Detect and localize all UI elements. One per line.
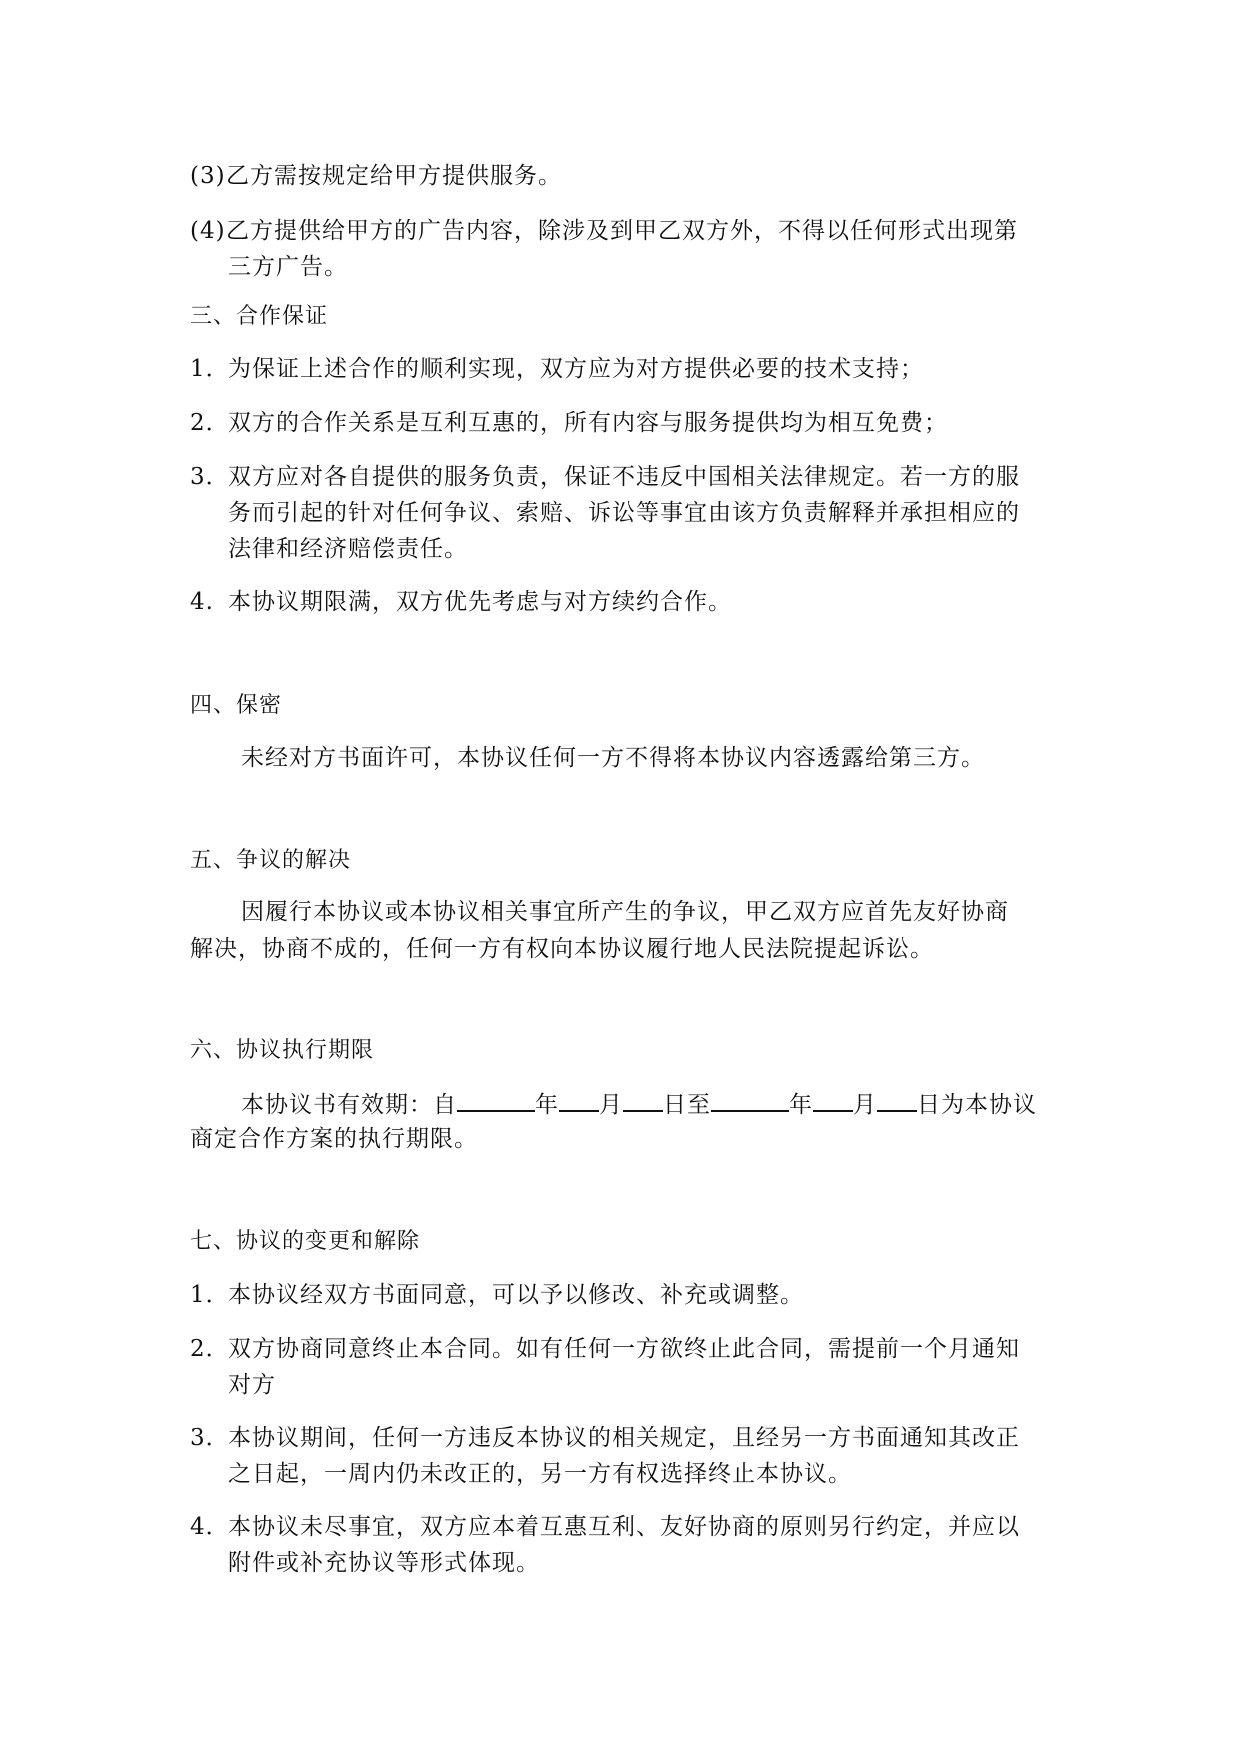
list-item-cont: 务而引起的针对任何争议、索赔、诉讼等事宜由该方负责解释并承担相应的	[228, 500, 1020, 526]
section-body-cont: 商定合作方案的执行期限。	[190, 1126, 478, 1152]
item-number: 4.	[190, 589, 214, 615]
start-month-blank[interactable]	[559, 1086, 599, 1112]
list-item-cont: 法律和经济赔偿责任。	[228, 536, 468, 562]
validity-prefix: 本协议书有效期：自	[241, 1092, 457, 1118]
item-text: 本协议期限满，双方优先考虑与对方续约合作。	[228, 589, 732, 615]
section-heading: 六、协议执行期限	[190, 1038, 375, 1063]
day-to-label: 日至	[663, 1092, 711, 1118]
item-text: 双方协商同意终止本合同。如有任何一方欲终止此合同，需提前一个月通知	[228, 1336, 1020, 1362]
item-text: 双方的合作关系是互利互惠的，所有内容与服务提供均为相互免费；	[228, 410, 948, 436]
list-item	[190, 406, 948, 440]
end-day-blank[interactable]	[877, 1086, 917, 1112]
month-label: 月	[853, 1092, 877, 1118]
start-day-blank[interactable]	[623, 1086, 663, 1112]
section-body-cont: 解决，协商不成的，任何一方有权向本协议履行地人民法院提起诉讼。	[190, 936, 934, 962]
item-text: 本协议经双方书面同意，可以予以修改、补充或调整。	[228, 1282, 804, 1308]
item-number: (3)	[190, 163, 226, 189]
year-label: 年	[535, 1092, 559, 1118]
list-item-cont: 对方	[228, 1372, 276, 1398]
month-label: 月	[599, 1092, 623, 1118]
end-month-blank[interactable]	[813, 1086, 853, 1112]
start-year-blank[interactable]	[457, 1086, 535, 1112]
list-item	[190, 1278, 804, 1312]
end-year-blank[interactable]	[711, 1086, 789, 1112]
list-item-cont: 附件或补充协议等形式体现。	[228, 1550, 540, 1576]
validity-period-line	[241, 1086, 1037, 1122]
section-heading: 七、协议的变更和解除	[190, 1229, 421, 1254]
item-text: 乙方提供给甲方的广告内容，除涉及到甲乙双方外，不得以任何形式出现第	[226, 218, 1018, 244]
list-item	[190, 352, 924, 386]
item-number: (4)	[190, 218, 226, 244]
item-number: 2．	[190, 1336, 230, 1362]
item-text: 本协议期间，任何一方违反本协议的相关规定，且经另一方书面通知其改正	[228, 1425, 1020, 1451]
year-label: 年	[789, 1092, 813, 1118]
list-item-cont: 之日起，一周内仍未改正的，另一方有权选择终止本协议。	[228, 1461, 852, 1487]
clause-item-4-cont: 三方广告。	[228, 254, 348, 280]
section-heading: 三、合作保证	[190, 304, 329, 329]
item-number: 3．	[190, 464, 230, 490]
item-text: 为保证上述合作的顺利实现，双方应为对方提供必要的技术支持；	[228, 356, 924, 382]
item-number: 2．	[190, 410, 230, 436]
section-body: 未经对方书面许可，本协议任何一方不得将本协议内容透露给第三方。	[241, 745, 985, 771]
clause-item-3	[190, 159, 562, 193]
section-heading: 五、争议的解决	[190, 848, 352, 873]
list-item	[190, 1510, 1020, 1544]
item-number: 1．	[190, 1282, 230, 1308]
section-body: 因履行本协议或本协议相关事宜所产生的争议，甲乙双方应首先友好协商	[241, 899, 1009, 925]
section-heading: 四、保密	[190, 693, 283, 718]
list-item	[190, 585, 732, 619]
item-text: 双方应对各自提供的服务负责，保证不违反中国相关法律规定。若一方的服	[228, 464, 1020, 490]
list-item	[190, 1421, 1020, 1455]
item-text: 乙方需按规定给甲方提供服务。	[226, 163, 562, 189]
list-item	[190, 460, 1020, 494]
list-item	[190, 1332, 1020, 1366]
item-text: 本协议未尽事宜，双方应本着互惠互利、友好协商的原则另行约定，并应以	[228, 1514, 1020, 1540]
item-number: 4．	[190, 1514, 230, 1540]
item-number: 3．	[190, 1425, 230, 1451]
day-end-label: 日为本协议	[917, 1092, 1037, 1118]
item-number: 1．	[190, 356, 230, 382]
clause-item-4	[190, 214, 1018, 248]
